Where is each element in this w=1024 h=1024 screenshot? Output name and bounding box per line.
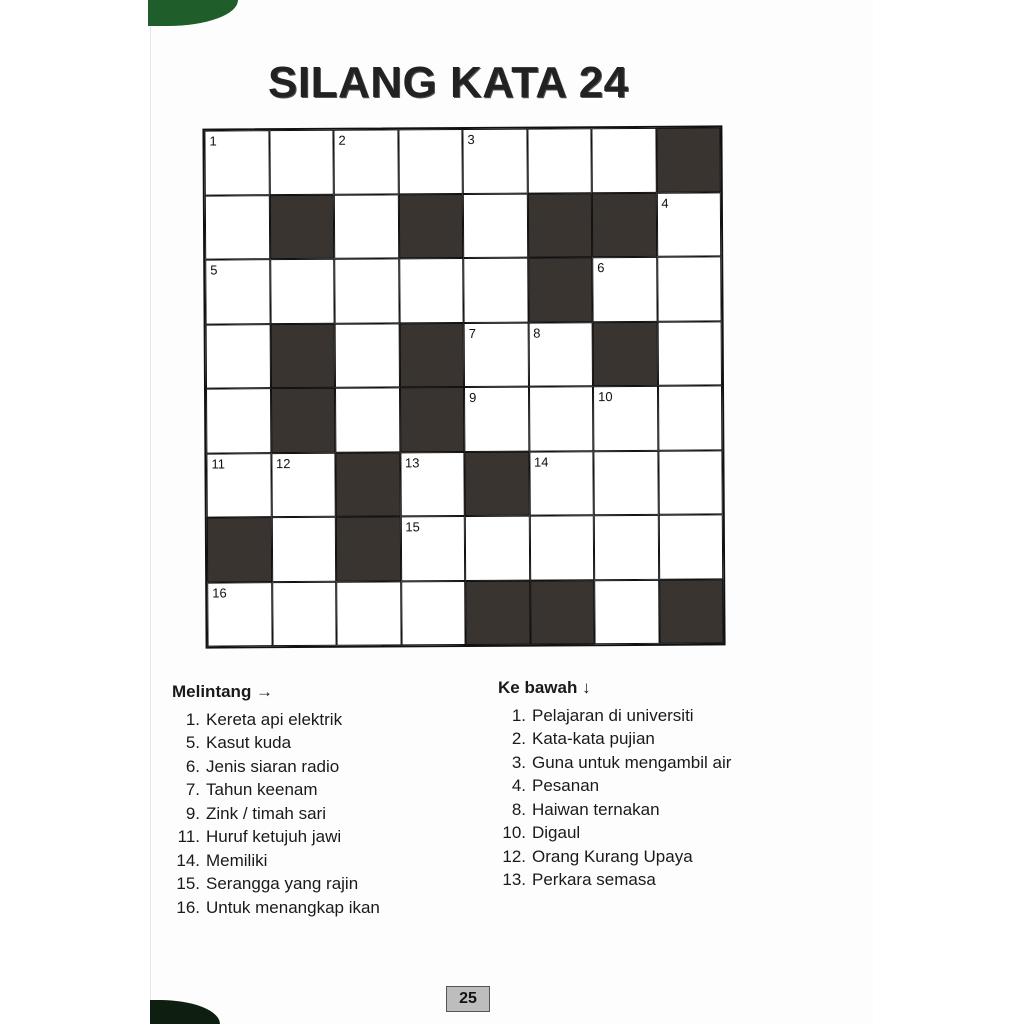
crossword-cell[interactable]	[463, 258, 528, 323]
clue-number: 11.	[177, 827, 200, 847]
crossword-cell[interactable]	[465, 516, 530, 581]
crossword-cell[interactable]	[464, 322, 529, 387]
clue-item	[172, 873, 492, 897]
clue-number: 8.	[511, 799, 526, 819]
cell-number: 16	[212, 584, 227, 601]
crossword-cell[interactable]	[204, 130, 269, 195]
cell-number: 5	[210, 262, 218, 278]
cell-number: 4	[661, 195, 669, 211]
crossword-black-cell	[527, 193, 592, 258]
crossword-cell[interactable]	[658, 450, 723, 515]
crossword-cell[interactable]	[657, 256, 722, 321]
crossword-cell[interactable]	[270, 259, 335, 324]
crossword-cell[interactable]	[528, 386, 593, 451]
clue-text: Haiwan ternakan	[532, 799, 660, 819]
crossword-black-cell	[270, 323, 335, 388]
crossword-cell[interactable]	[400, 516, 465, 581]
clue-number: 3.	[511, 752, 526, 772]
clue-text: Memiliki	[206, 850, 268, 870]
crossword-cell[interactable]	[527, 128, 592, 193]
crossword-cell[interactable]	[205, 259, 270, 324]
clue-item	[172, 732, 492, 756]
clue-item	[172, 896, 492, 920]
clue-text: Kasut kuda	[206, 733, 292, 753]
clue-item	[498, 704, 818, 728]
cell-number: 9	[469, 389, 477, 405]
clue-text: Jenis siaran radio	[206, 756, 340, 776]
crossword-cell[interactable]	[593, 450, 658, 515]
crossword-black-cell	[335, 452, 400, 517]
crossword-black-cell	[659, 579, 724, 644]
across-clue-list	[172, 708, 492, 920]
background-right	[872, 0, 1024, 1024]
crossword-black-cell	[464, 451, 529, 516]
clue-text: Kereta api elektrik	[206, 709, 343, 729]
cell-number: 14	[533, 453, 549, 470]
clue-item	[498, 869, 818, 893]
clue-text: Orang Kurang Upaya	[532, 846, 693, 866]
crossword-cell[interactable]	[529, 451, 594, 516]
cell-number: 15	[405, 519, 420, 535]
clue-item	[498, 728, 818, 752]
clue-item	[172, 779, 492, 803]
cell-number: 11	[211, 455, 226, 472]
clue-number: 16.	[176, 897, 200, 917]
crossword-cell[interactable]	[206, 324, 271, 389]
clue-text: Pelajaran di universiti	[532, 705, 694, 725]
crossword-cell[interactable]	[399, 258, 464, 323]
clue-item	[498, 822, 818, 846]
cell-number: 10	[598, 389, 613, 405]
clue-number: 6.	[185, 756, 200, 776]
crossword-cell[interactable]	[206, 453, 271, 518]
clue-item	[172, 826, 492, 850]
clue-text: Digaul	[532, 823, 581, 843]
crossword-black-cell	[592, 192, 657, 257]
page-title: SILANG KATA 24	[268, 58, 629, 107]
clue-item	[172, 708, 492, 732]
clue-number: 14.	[176, 850, 200, 870]
crossword-black-cell	[656, 127, 721, 192]
cell-number: 1	[209, 133, 217, 149]
clue-text: Perkara semasa	[532, 870, 656, 890]
crossword-cell[interactable]	[207, 582, 272, 647]
page-number: 25	[446, 986, 490, 1012]
crossword-cell[interactable]	[400, 451, 465, 516]
crossword-cell[interactable]	[272, 581, 337, 646]
crossword-cell[interactable]	[271, 452, 336, 517]
down-heading: Ke bawah ↓	[498, 678, 591, 697]
clue-number: 7.	[185, 780, 200, 800]
crossword-cell[interactable]	[205, 195, 270, 260]
background-left	[0, 0, 150, 1024]
clue-number: 10.	[502, 823, 526, 843]
clue-item	[498, 845, 818, 869]
crossword-cell[interactable]	[335, 323, 400, 388]
cell-number: 3	[467, 131, 475, 147]
clue-text: Kata-kata pujian	[532, 729, 655, 749]
crossword-cell[interactable]	[269, 130, 334, 195]
crossword-cell[interactable]	[657, 321, 722, 386]
clue-text: Huruf ketujuh jawi	[206, 827, 342, 847]
clue-text: Guna untuk mengambil air	[532, 752, 732, 772]
crossword-cell[interactable]	[656, 192, 721, 257]
crossword-cell[interactable]	[593, 386, 658, 451]
crossword-cell[interactable]	[594, 515, 659, 580]
clue-number: 9.	[185, 803, 200, 823]
crossword-black-cell	[271, 388, 336, 453]
crossword-grid	[202, 125, 725, 648]
cell-number: 12	[275, 455, 291, 471]
clue-item	[498, 751, 818, 775]
cell-number: 6	[597, 260, 605, 276]
crossword-cell[interactable]	[398, 129, 463, 194]
crossword-black-cell	[465, 580, 530, 645]
cell-number: 2	[338, 132, 346, 148]
crossword-cell[interactable]	[206, 388, 271, 453]
clue-item	[172, 802, 492, 826]
clue-item	[498, 775, 818, 799]
crossword-cell[interactable]	[528, 322, 593, 387]
clue-number: 12.	[502, 846, 526, 866]
crossword-black-cell	[399, 323, 464, 388]
clue-text: Pesanan	[532, 776, 600, 796]
clue-item	[172, 755, 492, 779]
crossword-black-cell	[400, 387, 465, 452]
crossword-black-cell	[269, 194, 334, 259]
crossword-black-cell	[398, 194, 463, 259]
crossword-cell[interactable]	[401, 580, 466, 645]
down-clue-list	[498, 704, 818, 892]
crossword-cell[interactable]	[594, 579, 659, 644]
crossword-black-cell	[207, 517, 272, 582]
clue-text: Tahun keenam	[206, 780, 318, 800]
clue-item	[498, 798, 818, 822]
crossword-cell[interactable]	[335, 387, 400, 452]
crossword-cell[interactable]	[336, 581, 401, 646]
crossword-cell[interactable]	[657, 385, 722, 450]
across-clues	[172, 682, 492, 920]
cell-number: 7	[468, 325, 476, 341]
clue-number: 1.	[185, 709, 200, 729]
crossword-cell[interactable]	[271, 517, 336, 582]
crossword-cell[interactable]	[529, 515, 594, 580]
clue-text: Zink / timah sari	[206, 803, 326, 823]
clue-item	[172, 849, 492, 873]
crossword-black-cell	[530, 580, 595, 645]
crossword-cell[interactable]	[463, 193, 528, 258]
cell-number: 13	[404, 454, 420, 470]
down-clues	[498, 678, 818, 892]
clue-text: Untuk menangkap ikan	[206, 897, 380, 917]
crossword-cell[interactable]	[334, 194, 399, 259]
crossword-cell[interactable]	[464, 387, 529, 452]
crossword-cell[interactable]	[592, 257, 657, 322]
crossword-cell[interactable]	[334, 258, 399, 323]
crossword-black-cell	[336, 516, 401, 581]
cell-number: 8	[533, 325, 541, 341]
crossword-cell[interactable]	[658, 514, 723, 579]
clue-number: 4.	[511, 776, 526, 796]
clue-number: 5.	[185, 733, 200, 753]
crossword-black-cell	[593, 321, 658, 386]
across-heading: Melintang →	[172, 682, 274, 701]
crossword-cell[interactable]	[462, 129, 527, 194]
clue-number: 15.	[176, 874, 200, 894]
clue-number: 13.	[502, 870, 526, 890]
crossword-cell[interactable]	[591, 128, 656, 193]
crossword-cell[interactable]	[333, 129, 398, 194]
clue-text: Serangga yang rajin	[206, 874, 359, 894]
clue-number: 1.	[511, 705, 526, 725]
clue-number: 2.	[511, 729, 526, 749]
crossword-black-cell	[528, 257, 593, 322]
